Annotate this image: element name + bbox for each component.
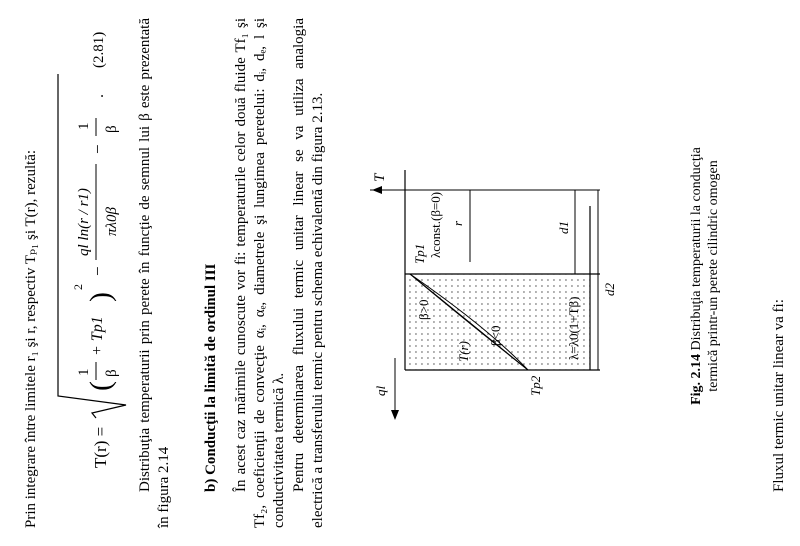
eq-minus-1: − <box>88 266 107 276</box>
label-lambda-formula: λ=λ0(1+Tβ) <box>566 296 581 360</box>
eq-square: 2 <box>71 284 85 290</box>
section-title: b) Conducţii la limită de ordinul III <box>203 263 219 492</box>
t-axis-label: T <box>372 173 388 182</box>
label-d2: d2 <box>602 283 617 296</box>
t-axis-arrow <box>372 186 382 194</box>
eq-plus-tp: + Tp1 <box>89 316 106 356</box>
eq-paren-open: ( <box>84 381 117 391</box>
eq-paren-close: ) <box>84 292 117 302</box>
eq-inner-a: 1 <box>76 368 92 376</box>
distribution-paragraph: Distribuţia temperaturii prin perete în funcţie de semnul lui β este prezentată în figura 2.14 <box>137 18 172 528</box>
label-lambda-const: λconst.(β=0) <box>428 191 443 258</box>
eq-lhs: T(r) = <box>91 426 110 468</box>
figure-caption-text: Distribuţia temperaturii la conducţia termică printr-un perete cilindric omogen <box>689 147 721 392</box>
eq-period: . <box>90 94 107 98</box>
equivalent-scheme-paragraph: Pentru determinarea fluxului termic unitar linear se va utiliza analogia electrică a transferului termic pentru schema echivalentă din figura 2.13. <box>291 18 326 528</box>
label-beta-neg: β<0 <box>488 325 503 346</box>
label-beta-pos: β>0 <box>416 299 431 320</box>
label-d1: d1 <box>556 221 571 234</box>
eq-den: πλ0β <box>104 207 120 236</box>
wall-hatching <box>405 274 590 370</box>
known-quantities-paragraph: În acest caz mărimile cunoscute vor fi: temperaturile celor două fluide Tf₁ şi Tf₂, coeficienţii de convecţie αᵢ, αₑ, diametrele şi lungimea peretelui: dᵢ, dₑ, l şi conductivitatea termică λ. <box>233 18 287 528</box>
eq-frac2-num: 1 <box>76 122 92 130</box>
eq-number: (2.81) <box>91 31 107 68</box>
label-tp2: Tp2 <box>528 375 543 396</box>
heat-flux-arrow <box>391 410 399 420</box>
eq-num: ql ln(r / r1) <box>76 188 92 256</box>
intro-paragraph: Prin integrare între limitele r₁ şi r, respectiv Tₚ₁ şi T(r), rezultă: <box>23 149 39 528</box>
label-tr: T(r) <box>456 341 471 362</box>
label-tp1: Tp1 <box>412 243 427 264</box>
eq-inner-b: β <box>104 369 120 377</box>
label-ql: ql <box>373 385 388 396</box>
figure-caption <box>688 136 722 416</box>
eq-frac2-den: β <box>104 125 120 133</box>
eq-minus-2: − <box>88 144 107 154</box>
label-r: r <box>450 220 465 226</box>
figure-caption-label: Fig. 2.14 <box>689 353 704 405</box>
flux-paragraph: Fluxul termic unitar linear va fi: <box>771 299 787 492</box>
